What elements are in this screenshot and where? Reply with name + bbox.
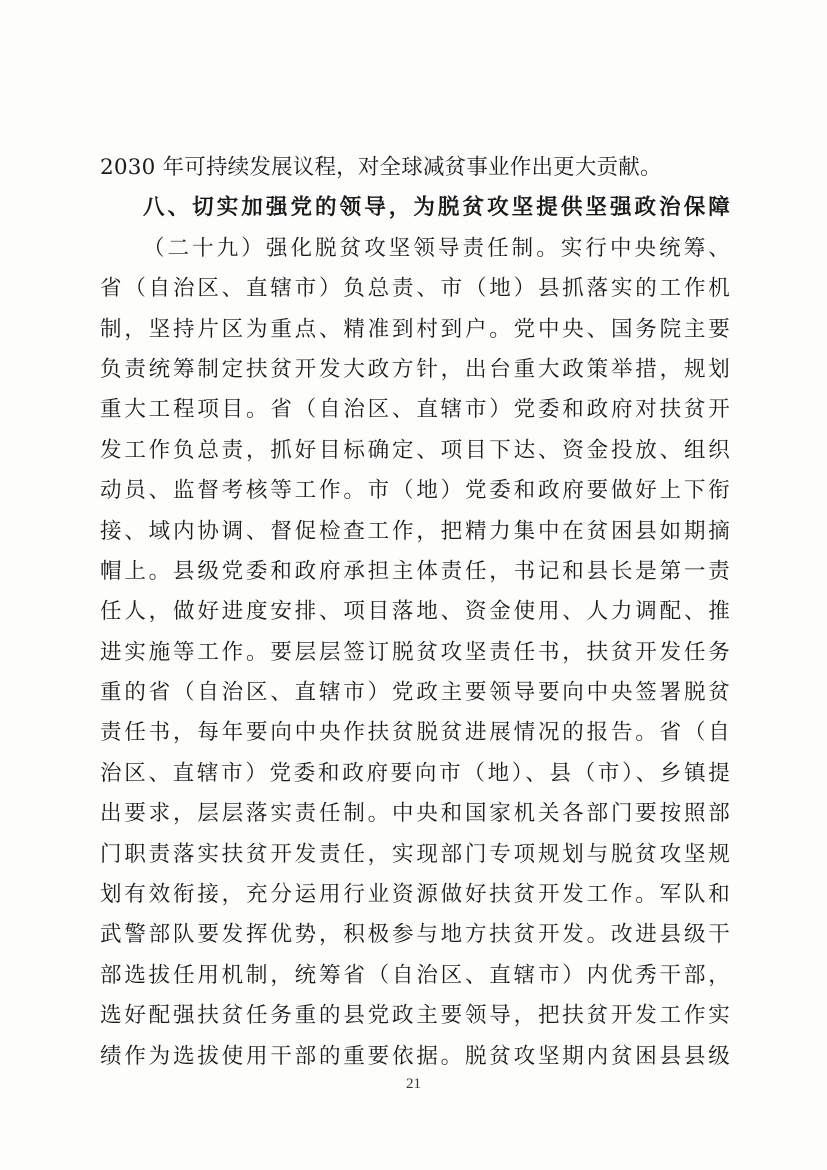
- text-line: 2030 年可持续发展议程，对全球减贫事业作出更大贡献。: [100, 155, 662, 180]
- page-number: 21: [406, 1076, 421, 1092]
- text-line: 帽上。县级党委和政府承担主体责任，书记和县长是第一责: [100, 558, 730, 584]
- text-line: 负责统筹制定扶贫开发大政方针，出台重大政策举措，规划: [100, 356, 730, 382]
- text-line: 部选拔任用机制，统筹省（自治区、直辖市）内优秀干部，: [100, 962, 730, 988]
- text-line: 制，坚持片区为重点、精准到村到户。党中央、国务院主要: [100, 316, 730, 342]
- document-body: [100, 148, 730, 1077]
- text-line: 动员、监督考核等工作。市（地）党委和政府要做好上下衔: [100, 478, 730, 504]
- text-line: （二十九）强化脱贫攻坚领导责任制。实行中央统筹、: [143, 235, 730, 261]
- text-line: 重大工程项目。省（自治区、直辖市）党委和政府对扶贫开: [100, 397, 730, 423]
- text-line: 进实施等工作。要层层签订脱贫攻坚责任书，扶贫开发任务: [100, 639, 730, 665]
- text-line: 接、域内协调、督促检查工作，把精力集中在贫困县如期摘: [100, 518, 730, 544]
- text-line: 划有效衔接，充分运用行业资源做好扶贫开发工作。军队和: [100, 882, 730, 908]
- section-heading: 八、切实加强党的领导，为脱贫攻坚提供坚强政治保障: [143, 195, 730, 221]
- text-line: 出要求，层层落实责任制。中央和国家机关各部门要按照部: [100, 801, 730, 827]
- text-line: 绩作为选拔使用干部的重要依据。脱贫攻坚期内贫困县县级: [100, 1043, 730, 1069]
- text-line: 发工作负总责，抓好目标确定、项目下达、资金投放、组织: [100, 437, 730, 463]
- text-line: 治区、直辖市）党委和政府要向市（地）、县（市）、乡镇提: [100, 760, 730, 786]
- text-line: 选好配强扶贫任务重的县党政主要领导，把扶贫开发工作实: [100, 1003, 730, 1029]
- text-line: 门职责落实扶贫开发责任，实现部门专项规划与脱贫攻坚规: [100, 841, 730, 867]
- text-line: 重的省（自治区、直辖市）党政主要领导要向中央签署脱贫: [100, 680, 730, 706]
- text-line: 武警部队要发挥优势，积极参与地方扶贫开发。改进县级干: [100, 922, 730, 948]
- text-line: 责任书，每年要向中央作扶贫脱贫进展情况的报告。省（自: [100, 720, 730, 746]
- text-line: 省（自治区、直辖市）负总责、市（地）县抓落实的工作机: [100, 276, 730, 302]
- text-line: 任人，做好进度安排、项目落地、资金使用、人力调配、推: [100, 599, 730, 625]
